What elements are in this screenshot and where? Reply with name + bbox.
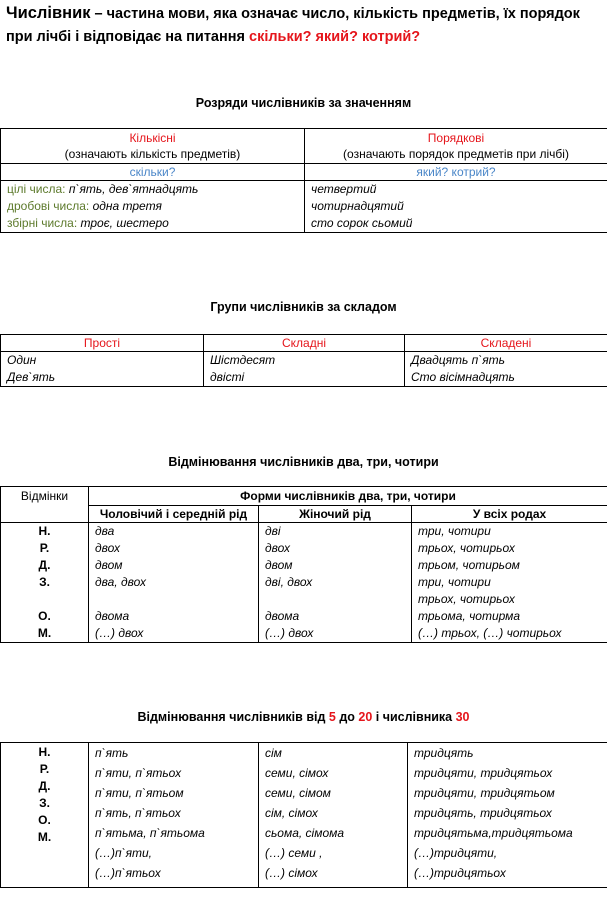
form-cell: трьох, чотирьох [418,541,515,555]
form-cell: двом [95,558,123,572]
fem-forms [259,523,412,643]
definition-term: Числівник [6,4,91,22]
definition-text: – частина мови, яка означає число, кількість предметів, їх порядок при лічбі і відповідає на питання [6,6,580,45]
example-words: троє, шестеро [77,216,169,230]
example-label: цілі числа: [7,182,66,196]
form-cell: п`ять [95,746,129,760]
title-text: Відмінювання числівників від [137,710,329,724]
example-words: одна третя [89,199,162,213]
form-cell: (…) двох [265,626,314,640]
section3-title: Відмінювання числівників два, три, чотири [168,455,439,469]
example-label: дробові числа: [7,199,90,213]
two-three-four-declension-table [0,486,607,643]
section1-title: Розряди числівників за значенням [195,96,412,110]
form-cell: (…)тридцятьох [414,866,506,880]
case-label [7,591,82,608]
title-text: до [335,710,359,724]
example-word: Сто вісімнадцять [411,370,515,384]
examples-row [1,352,607,387]
seven-forms [259,743,408,888]
cardinal-heading: Кількісні [129,131,176,145]
fem-header: Жіночий рід [259,506,412,523]
form-cell: семи, сімом [265,786,331,800]
simple-header: Прості [1,335,204,352]
form-cell: дві [265,524,281,538]
example-word: двісті [210,370,245,384]
form-cell: тридцять, тридцятьох [414,806,552,820]
example-words: п`ять, дев`ятнадцять [65,182,199,196]
title-number: 20 [358,710,373,724]
form-cell: три, чотири [418,575,491,589]
form-cell: семи, сімох [265,766,329,780]
table-header-row [1,487,607,506]
form-cell [95,591,252,608]
form-cell: двома [95,609,130,623]
case-label: Н. [38,524,51,538]
form-cell: тридцять [414,746,474,760]
ordinal-header-cell [305,129,607,164]
case-label: Н. [38,745,51,759]
form-cell: п`ять, п`ятьох [95,806,181,820]
cardinal-examples-cell [1,181,305,233]
form-cell: двох [265,541,291,555]
ordinal-examples-cell [305,181,607,233]
form-cell: два, двох [95,575,147,589]
masc-neut-header: Чоловічий і середній рід [89,506,259,523]
form-cell: сім, сімох [265,806,318,820]
form-cell: тридцяти, тридцятьом [414,786,555,800]
case-label: Р. [39,541,50,555]
compound-header: Складені [405,335,607,352]
ordinal-example: четвертий [311,182,377,196]
definition-questions: скільки? який? котрий? [249,29,421,45]
form-cell: (…)п`ятьох [95,866,161,880]
form-cell: сім [265,746,282,760]
case-label: Р. [39,762,50,776]
form-cell: дві, двох [265,575,313,589]
title-number: 5 [328,710,336,724]
case-label: Д. [38,558,51,572]
meaning-categories-table [0,128,607,233]
form-cell: трьом, чотирьом [418,558,520,572]
example-word: Шістдесят [210,353,276,367]
all-gender-forms [412,523,607,643]
form-cell: (…) трьох, (…) чотирьох [418,626,562,640]
ordinal-heading: Порядкові [427,131,485,145]
cardinal-question: скільки? [1,164,305,181]
example-word: Дев`ять [7,370,56,384]
definition-paragraph [6,2,604,49]
form-cell: п`яти, п`ятьом [95,786,184,800]
simple-examples [1,352,204,387]
form-cell: (…)п`яти, [95,846,153,860]
case-label: М. [37,626,52,640]
case-label: З. [39,796,50,810]
table-header-row [1,335,607,352]
section2-title: Групи числівників за складом [210,300,397,314]
form-cell: два [95,524,115,538]
complex-examples [204,352,405,387]
form-cell: трьох, чотирьох [418,592,515,606]
case-label: О. [38,609,51,623]
thirty-forms [408,743,607,888]
case-label: Д. [38,779,51,793]
cardinal-subheading: (означають кількість предметів) [64,147,241,161]
five-to-thirty-declension-table [0,742,607,888]
form-cell: трьома, чотирма [418,609,521,623]
form-cell [265,591,405,608]
form-cell: двома [265,609,300,623]
table-subheader-row [1,506,607,523]
question-row [1,164,607,181]
example-word: Один [7,353,37,367]
cases-header: Відмінки [1,487,89,523]
title-text: і числівника [372,710,456,724]
cardinal-header-cell [1,129,305,164]
table-header-row [1,129,607,164]
ordinal-example: чотирнадцятий [311,199,404,213]
ordinal-question: який? котрий? [305,164,607,181]
form-cell: (…) семи , [265,846,323,860]
case-label: М. [37,830,52,844]
example-word: Двадцять п`ять [411,353,505,367]
compound-examples [405,352,607,387]
case-label: З. [39,575,50,589]
forms-header: Форми числівників два, три, чотири [89,487,607,506]
composition-groups-table [0,334,607,387]
all-genders-header: У всіх родах [412,506,607,523]
form-cell: двом [265,558,293,572]
declension-body-row [1,743,607,888]
form-cell: (…) сімох [265,866,318,880]
form-cell: п`ятьма, п`ятьома [95,826,205,840]
form-cell: двох [95,541,121,555]
form-cell: п`яти, п`ятьох [95,766,182,780]
case-labels [1,523,89,643]
case-labels [1,743,89,888]
title-number: 30 [455,710,470,724]
section4-title [0,710,607,724]
masc-neut-forms [89,523,259,643]
declension-body-row [1,523,607,643]
form-cell: тридцятьма,тридцятьома [414,826,573,840]
ordinal-example: сто сорок сьомий [311,216,413,230]
complex-header: Складні [204,335,405,352]
form-cell: три, чотири [418,524,491,538]
form-cell: (…) двох [95,626,144,640]
form-cell: (…)тридцяти, [414,846,498,860]
form-cell: сьома, сімома [265,826,345,840]
examples-row [1,181,607,233]
five-seven-forms [89,743,259,888]
example-label: збірні числа: [7,216,78,230]
case-label: О. [38,813,51,827]
form-cell: тридцяти, тридцятьох [414,766,553,780]
ordinal-subheading: (означають порядок предметів при лічбі) [343,147,569,161]
